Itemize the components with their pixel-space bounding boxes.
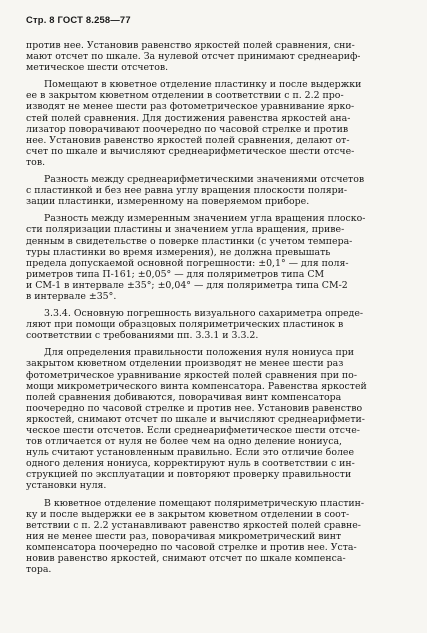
text-line: ку и после выдержки ее в закрытом кюветном отделении в соот- — [26, 508, 350, 520]
text-line: нее. Установив равенство яркостей полей сравнения, делают от- — [26, 134, 350, 146]
page-header: Стр. 8 ГОСТ 8.258—77 — [26, 14, 131, 25]
text-line: закрытом кюветном отделении производят не менее шести раз — [26, 358, 344, 370]
text-line: тора. — [26, 564, 52, 576]
text-line: Разность между среднеарифметическими значениями отсчетов — [44, 174, 365, 186]
text-line: компенсатора поочередно по часовой стрелке и против нее. Уста- — [26, 541, 357, 553]
text-line: струкцией по эксплуатации и повторяют проверку правильности — [26, 469, 352, 481]
text-line: Для определения правильности положения нуля нониуса при — [44, 347, 355, 359]
text-line: против нее. Установив равенство яркостей полей сравнения, сни- — [26, 40, 355, 51]
text-line: зации пластинки, измеренному на поверяемом приборе. — [26, 196, 310, 208]
text-line: в интервале ±35°. — [26, 290, 117, 302]
text-line: нуль считают установленным правильно. Если это отличие более — [26, 447, 355, 459]
text-line: туры пластинки во время измерения), не должна превышать — [26, 246, 331, 258]
text-line: тов. — [26, 156, 46, 168]
text-line: стей полей сравнения. Для достижения равенства яркостей ана- — [26, 112, 351, 124]
text-line: ческое шести отсчетов. Если среднеарифметическое шести отсче- — [26, 425, 360, 436]
text-line: мают отсчет по шкале. За нулевой отсчет принимают среднеариф- — [26, 51, 361, 63]
text-line: изводят не менее шести раз фотометрическое уравнивание ярко- — [26, 101, 355, 113]
text-line: поочередно по часовой стрелке и против нее. Установив равенство — [26, 402, 363, 414]
text-line: с пластинкой и без нее равна углу вращения плоскости поляри- — [26, 185, 348, 197]
text-line: мощи микрометрического винта компенсатора. Равенства яркостей — [26, 380, 367, 392]
text-line: В кюветное отделение помещают поляриметрическую пластин- — [44, 497, 365, 509]
text-line: Разность между измеренным значением угла вращения плоско- — [44, 213, 366, 225]
text-line: соответствии с требованиями пп. 3.3.1 и 3.3.2. — [26, 330, 259, 342]
text-line: одного деления нониуса, корректируют нуль в соответствии с ин- — [26, 458, 355, 470]
text-line: и СМ-1 в интервале ±35°; ±0,04° — для поляриметра типа СМ-2 — [26, 279, 348, 291]
text-line: ляют при помощи образцовых поляриметрических пластинок в — [26, 319, 344, 331]
body-text — [26, 40, 403, 575]
text-line: полей сравнения добиваются, поворачивая винт компенсатора — [26, 391, 342, 403]
text-line: 3.3.4. Основную погрешность визуального сахариметра опреде- — [44, 308, 364, 320]
text-line: установки нуля. — [26, 480, 107, 492]
text-line: фотометрическое уравнивание яркостей полей сравнения при по- — [26, 369, 357, 381]
text-line: денным в свидетельстве о поверке пластинки (с учетом темпера- — [26, 235, 353, 247]
text-line: риметров типа П-161; ±0,05° — для поляриметров типа СМ — [26, 268, 325, 280]
text-line: счет по шкале и вычисляют среднеарифметическое шести отсче- — [26, 145, 355, 157]
text-line: Помещают в кюветное отделение пластинку и после выдержки — [44, 79, 362, 91]
text-line: предела допускаемой основной погрешности: ±0,1° — для поля- — [26, 257, 349, 269]
text-line: сти поляризации пластины и значением угла вращения, приве- — [26, 224, 345, 236]
text-line: лизатор поворачивают поочередно по часовой стрелке и против — [26, 123, 349, 135]
text-line: яркостей, снимают отсчет по шкале и вычисляют среднеарифмети- — [26, 413, 365, 425]
text-line: тов отличается от нуля не более чем на одно деление нониуса, — [26, 436, 343, 448]
text-line: новив равенство яркостей, снимают отсчет по шкале компенса- — [26, 553, 346, 565]
text-line: ее в закрытом кюветном отделении в соответствии с п. 2.2 про- — [26, 90, 344, 102]
text-line: ния не менее шести раз, поворачивая микрометрический винт — [26, 530, 342, 542]
text-line: метическое шести отсчетов. — [26, 62, 169, 74]
text-line: ветствии с п. 2.2 устанавливают равенство яркостей полей сравне- — [26, 519, 361, 531]
